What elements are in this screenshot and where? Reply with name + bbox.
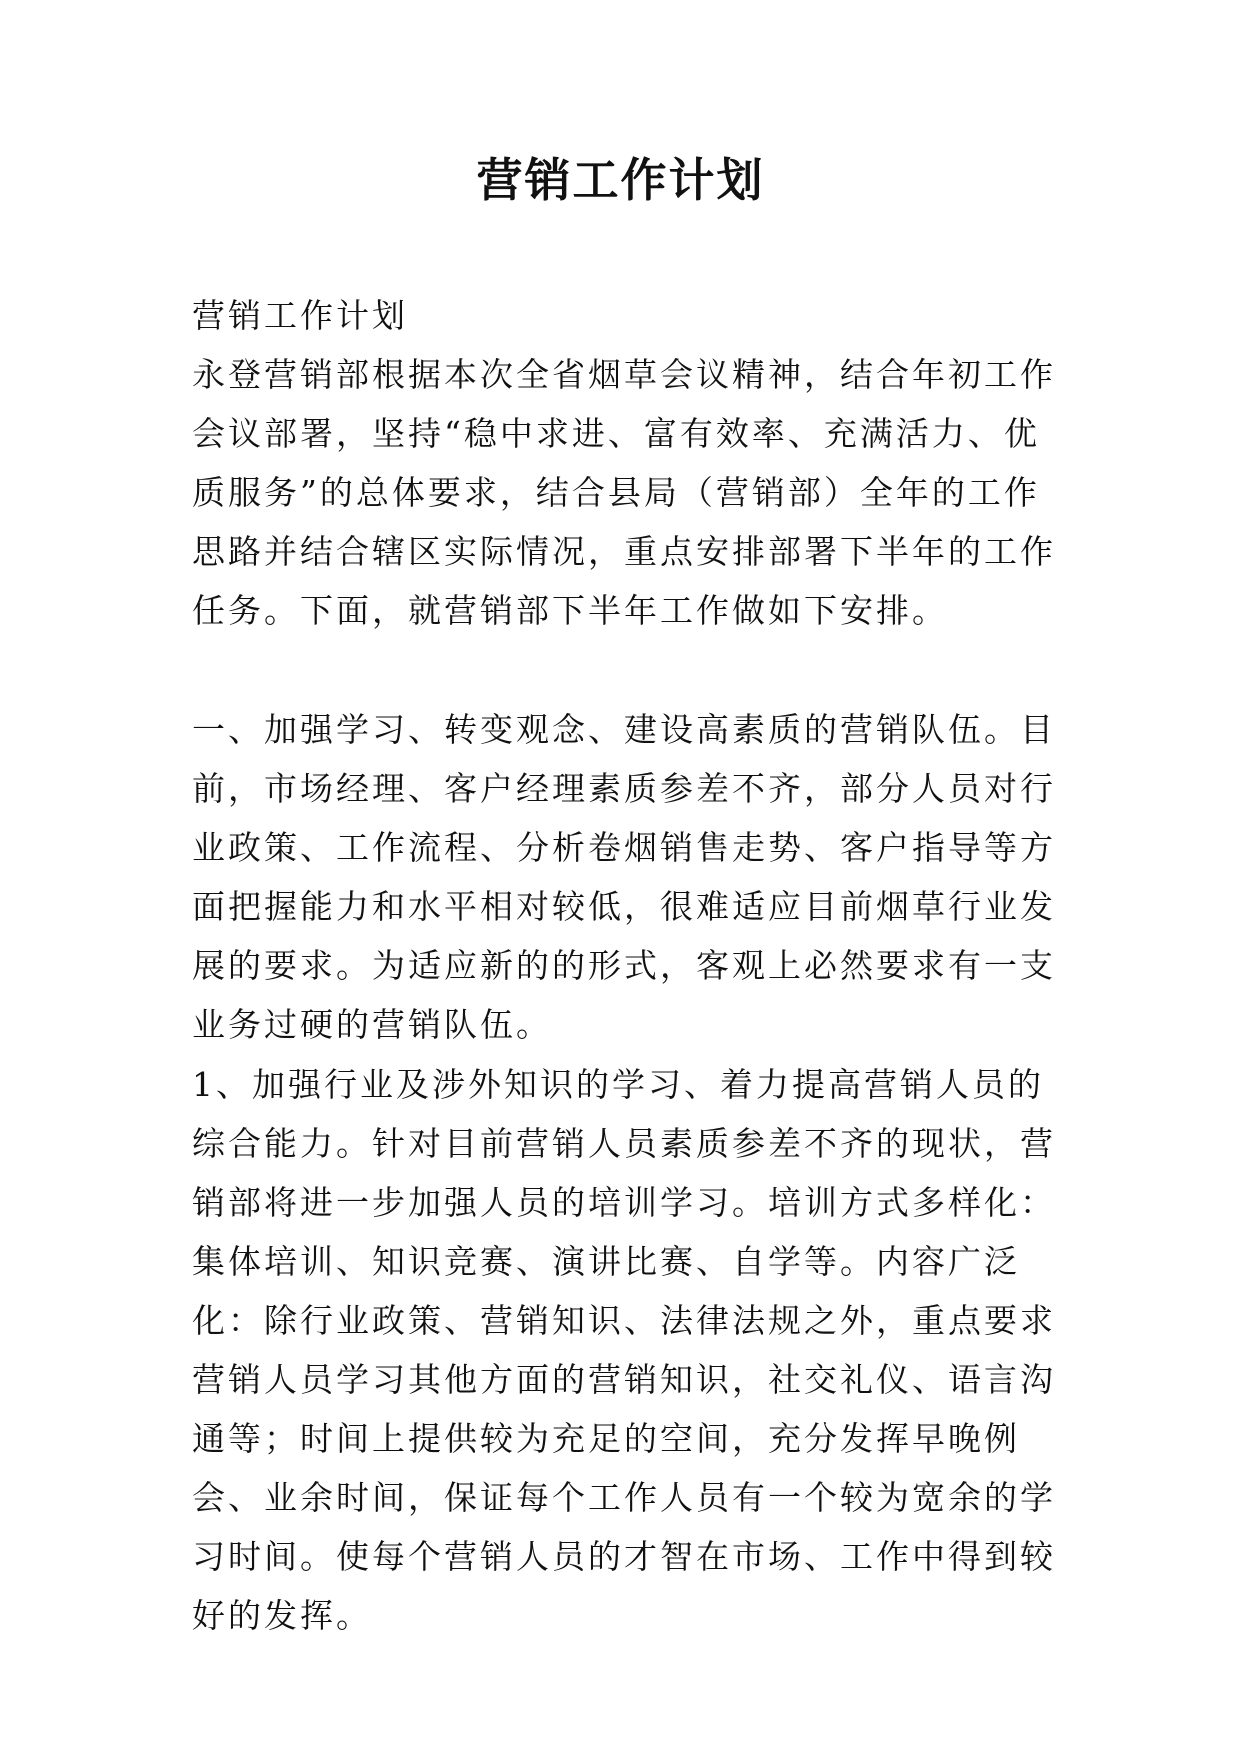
paragraph-intro: 永登营销部根据本次全省烟草会议精神，结合年初工作会议部署，坚持“稳中求进、富有效率、充满活力、优质服务”的总体要求，结合县局（营销部）全年的工作思路并结合辖区实际情况，重点安排部署下半年的工作任务。下面，就营销部下半年工作做如下安排。 <box>192 355 1056 630</box>
paragraph-section-one: 一、加强学习、转变观念、建设高素质的营销队伍。目前，市场经理、客户经理素质参差不齐，部分人员对行业政策、工作流程、分析卷烟销售走势、客户指导等方面把握能力和水平相对较低，很难适应目前烟草行业发展的要求。为适应新的的形式，客观上必然要求有一支业务过硬的营销队伍。 <box>192 710 1056 1044</box>
document-title: 营销工作计划 <box>476 153 765 207</box>
document-subtitle: 营销工作计划 <box>192 296 408 335</box>
paragraph-section-one-item-one: 1、加强行业及涉外知识的学习、着力提高营销人员的综合能力。针对目前营销人员素质参差不齐的现状，营销部将进一步加强人员的培训学习。培训方式多样化：集体培训、知识竞赛、演讲比赛、自学等。内容广泛化：除行业政策、营销知识、法律法规之外，重点要求营销人员学习其他方面的营销知识，社交礼仪、语言沟通等；时间上提供较为充足的空间，充分发挥早晚例会、业余时间，保证每个工作人员有一个较为宽余的学习时间。使每个营销人员的才智在市场、工作中得到较好的发挥。 <box>192 1065 1056 1635</box>
